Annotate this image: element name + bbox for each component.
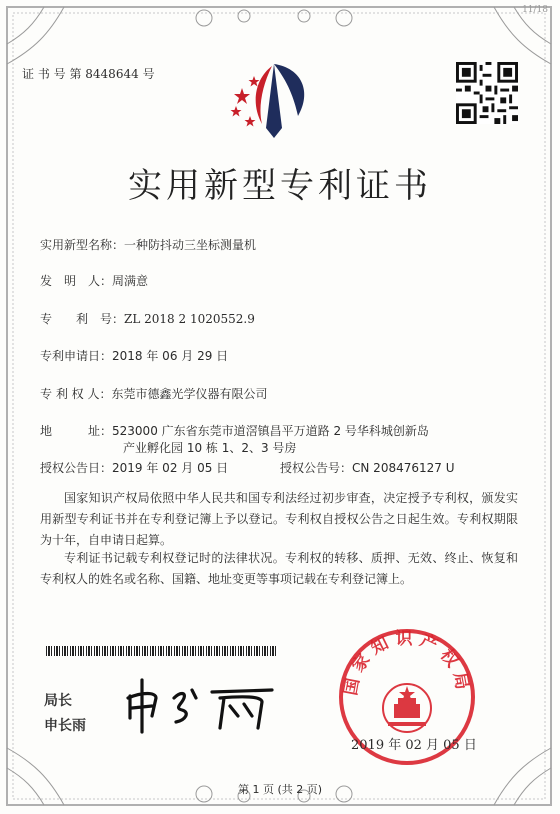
address-row	[40, 423, 429, 439]
handwritten-signature	[112, 668, 292, 738]
patentee-row	[40, 386, 267, 402]
field-value: CN 208476127 U	[352, 461, 455, 475]
grant-statement-paragraph: 国家知识产权局依照中华人民共和国专利法经过初步审查，决定授予专利权，颁发实用新型专利证书并在专利登记簿上予以登记。专利权自授权公告之日起生效。专利权期限为十年，自申请日起算。	[40, 491, 518, 547]
field-label: 地 址：	[40, 424, 113, 438]
cnipa-emblem-icon	[228, 58, 320, 144]
filing-date-row	[40, 348, 228, 364]
field-value: ZL 2018 2 1020552.9	[124, 312, 255, 326]
certificate-number	[22, 66, 155, 82]
field-value: 一种防抖动三坐标测量机	[124, 238, 257, 252]
corner-note: 11/18	[522, 5, 548, 15]
field-label: 专利申请日：	[40, 349, 113, 363]
cert-no-suffix: 号	[142, 67, 155, 81]
seal-date: 2019 年 02 月 05 日	[351, 738, 477, 753]
legal-status-paragraph: 专利证书记载专利权登记时的法律状况。专利权的转移、质押、无效、终止、恢复和专利权人的姓名或名称、国籍、地址变更等事项记载在专利登记簿上。	[40, 551, 518, 586]
patent-number-row	[40, 311, 255, 327]
field-label: 专 利 号：	[40, 312, 125, 326]
barcode	[46, 646, 278, 656]
field-label: 授权公告号：	[280, 461, 353, 475]
field-value: 523000 广东省东莞市道滘镇昌平万道路 2 号华科城创新岛	[112, 424, 429, 438]
inventor-row	[40, 273, 148, 289]
seal-text: 国家知识产权局	[340, 629, 474, 697]
field-label: 实用新型名称：	[40, 238, 125, 252]
field-label: 发 明 人：	[40, 274, 113, 288]
page-number: 第 1 页 (共 2 页)	[237, 783, 323, 796]
utility-model-name-row	[40, 237, 256, 253]
cert-no-label: 证 书 号 第	[22, 67, 82, 81]
field-value: 2018 年 06 月 29 日	[112, 349, 229, 363]
field-label: 专 利 权 人：	[40, 387, 112, 401]
field-value: 2019 年 02 月 05 日	[112, 461, 229, 475]
field-value: 东莞市德鑫光学仪器有限公司	[111, 387, 268, 401]
certificate-title: 实用新型专利证书	[128, 166, 432, 206]
field-label: 授权公告日：	[40, 461, 113, 475]
qr-code-icon	[456, 62, 518, 124]
signatory-name: 申长雨	[44, 718, 86, 734]
signatory-title: 局长	[44, 693, 72, 709]
cert-no-value: 8448644	[85, 67, 139, 81]
grant-date-row	[40, 460, 228, 476]
field-value: 周满意	[112, 274, 149, 288]
address-line-2: 产业孵化园 10 栋 1、2、3 号房	[123, 441, 297, 455]
grant-number-row	[280, 460, 455, 476]
